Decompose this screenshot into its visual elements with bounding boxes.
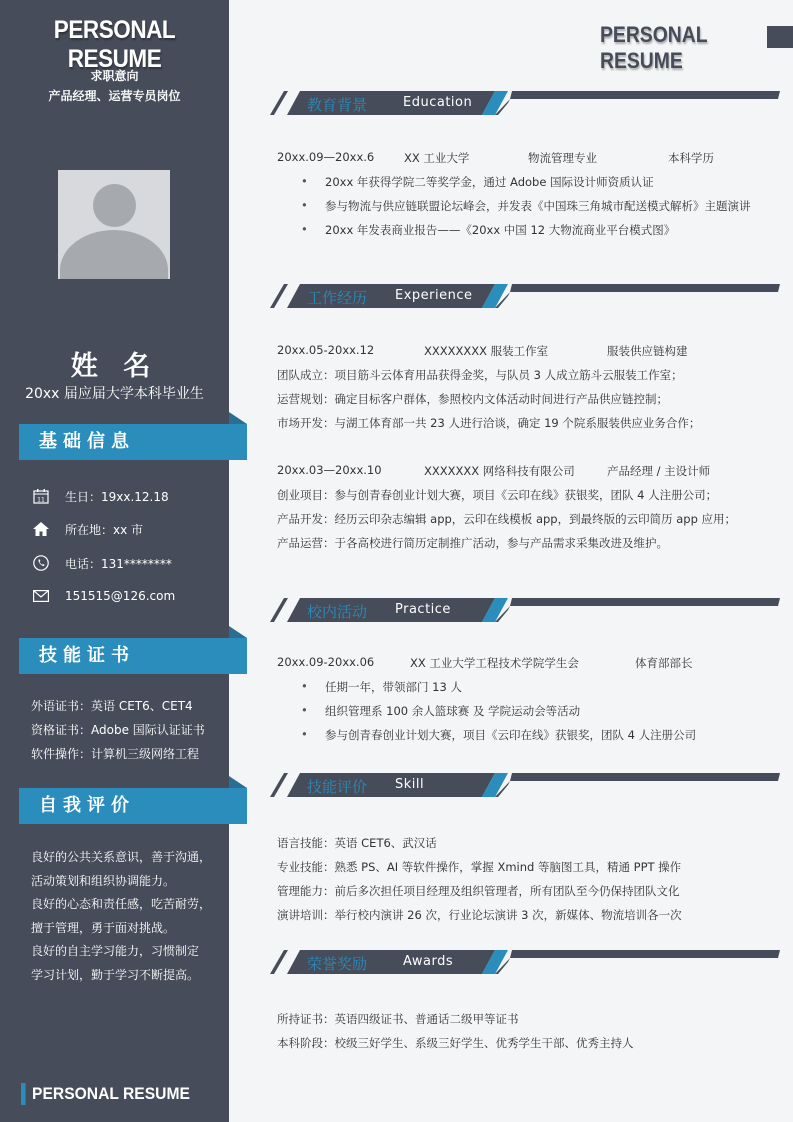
self-eval-line: 活动策划和组织协调能力。 — [31, 873, 176, 888]
job2-detail: 创业项目：参与创青春创业计划大赛，项目《云印在线》获银奖，团队 4 人注册公司； — [277, 488, 718, 502]
education-title-en: Education — [403, 95, 473, 110]
job2-date: 20xx.03—20xx.10 — [277, 463, 382, 477]
skill-title-cn: 技能评价 — [307, 778, 368, 796]
practice-role: 体育部部长 — [635, 656, 693, 670]
practice-org: XX 工业大学工程技术学院学生会 — [410, 656, 579, 670]
job1-detail: 团队成立：项目筋斗云体育用品获得金奖，与队员 3 人成立筋斗云服装工作室； — [277, 368, 683, 382]
practice-title-en: Practice — [395, 602, 451, 617]
job2-detail: 产品运营：于各高校进行简历定制推广活动，参与产品需求采集改进及维护。 — [277, 536, 668, 550]
birthday-row — [33, 486, 169, 506]
location-row — [33, 519, 143, 539]
skills-cert-list — [31, 694, 205, 766]
self-eval-line: 良好的自主学习能力，习惯制定 — [31, 944, 200, 958]
skills-cert-item: 软件操作：计算机三级网络工程 — [31, 747, 200, 761]
skill-line: 管理能力：前后多次担任项目经理及组织管理者，所有团队至今仍保持团队文化 — [277, 884, 680, 898]
job2-role: 产品经理 / 主设计师 — [607, 464, 711, 478]
skill-heading — [270, 773, 780, 799]
experience-heading — [270, 284, 780, 310]
education-major: 物流管理专业 — [528, 151, 597, 165]
avatar-head — [93, 184, 136, 227]
practice-bullet: • 任期一年，带领部门 13 人 — [325, 679, 462, 695]
awards-line: 所持证书：英语四级证书、普通话二级甲等证书 — [277, 1012, 519, 1026]
experience-title-cn: 工作经历 — [307, 289, 368, 307]
education-date: 20xx.09—20xx.6 — [277, 150, 375, 164]
job1-date: 20xx.05-20xx.12 — [277, 343, 375, 357]
skill-line: 专业技能：熟悉 PS、AI 等软件操作，掌握 Xmind 等脑图工具，精通 PPT 操作 — [277, 860, 682, 874]
avatar-body — [60, 230, 168, 279]
email-row — [33, 586, 175, 606]
self-eval-line: 擅于管理，勇于面对挑战。 — [31, 920, 176, 935]
phone-row — [33, 553, 172, 573]
candidate-name: 姓 名 — [70, 351, 159, 382]
skill-title-en: Skill — [395, 777, 425, 792]
education-bullet: • 20xx 年获得学院二等奖学金，通过 Adobe 国际设计师资质认证 — [325, 174, 654, 190]
svg-text:11: 11 — [37, 496, 45, 503]
awards-title-en: Awards — [403, 954, 454, 969]
skills-cert-heading: 技能证书 — [19, 638, 247, 674]
education-school: XX 工业大学 — [404, 151, 470, 165]
job1-detail: 市场开发：与湖工体育部一共 23 人进行洽谈，确定 19 个院系服装供应业务合作； — [277, 416, 701, 430]
skill-line: 演讲培训：举行校内演讲 26 次，行业论坛演讲 3 次，新媒体、物流培训各一次 — [277, 908, 682, 922]
mail-icon — [33, 588, 49, 604]
awards-line: 本科阶段：校级三好学生、系级三好学生、优秀学生干部、优秀主持人 — [277, 1036, 634, 1050]
calendar-icon — [33, 488, 49, 504]
sidebar — [0, 0, 229, 1122]
education-bullet: • 参与物流与供应链联盟论坛峰会，并发表《中国珠三角城市配送模式解析》主题演讲 — [325, 198, 751, 214]
job1-detail: 运营规划：确定目标客户群体，参照校内文体活动时间进行产品供应链控制； — [277, 392, 668, 406]
practice-bullet: • 组织管理系 100 余人篮球赛 及 学院运动会等活动 — [325, 703, 580, 719]
home-icon — [33, 521, 49, 537]
title-accent-bar — [767, 26, 793, 48]
education-title-cn: 教育背景 — [307, 96, 368, 114]
phone-icon — [33, 555, 49, 571]
phone-text: 电话：131******** — [65, 556, 172, 571]
job1-role: 服装供应链构建 — [607, 344, 688, 358]
avatar — [58, 170, 170, 279]
practice-title-cn: 校内活动 — [307, 603, 368, 621]
location-text: 所在地：xx 市 — [65, 522, 144, 537]
self-eval-text — [31, 846, 211, 987]
awards-heading — [270, 950, 780, 976]
candidate-subtitle: 20xx 届应届大学本科毕业生 — [25, 386, 204, 402]
self-eval-line: 良好的心态和责任感，吃苦耐劳， — [31, 897, 212, 911]
practice-heading — [270, 598, 780, 624]
main-title: PERSONAL RESUME — [600, 22, 708, 73]
job-intent — [0, 66, 229, 106]
email-text: 151515@126.com — [65, 589, 176, 603]
education-bullet: • 20xx 年发表商业报告——《20xx 中国 12 大物流商业平台模式图》 — [325, 222, 675, 238]
education-degree: 本科学历 — [668, 151, 714, 165]
job2-detail: 产品开发：经历云印杂志编辑 app，云印在线模板 app，到最终版的云印简历 app 应用； — [277, 512, 737, 526]
job2-company: XXXXXXX 网络科技有限公司 — [424, 464, 575, 478]
skills-cert-item: 外语证书：英语 CET6、CET4 — [31, 699, 193, 713]
sidebar-title: PERSONAL RESUME — [53, 16, 176, 73]
skills-cert-item: 资格证书：Adobe 国际认证证书 — [31, 723, 205, 737]
sidebar-footer: PERSONAL RESUME — [21, 1083, 190, 1105]
awards-title-cn: 荣誉奖励 — [307, 955, 368, 973]
experience-title-en: Experience — [395, 288, 473, 303]
practice-date: 20xx.09-20xx.06 — [277, 655, 375, 669]
job-intent-value: 产品经理、运营专员岗位 — [48, 89, 181, 103]
practice-bullet: • 参与创青春创业计划大赛，项目《云印在线》获银奖，团队 4 人注册公司 — [325, 727, 696, 743]
self-eval-line: 良好的公共关系意识，善于沟通， — [31, 850, 212, 864]
job1-company: XXXXXXXX 服装工作室 — [424, 344, 549, 358]
job-intent-label: 求职意向 — [90, 69, 139, 83]
birthday-text: 生日：19xx.12.18 — [65, 489, 169, 504]
self-eval-line: 学习计划，勤于学习不断提高。 — [31, 967, 200, 982]
skill-line: 语言技能：英语 CET6、武汉话 — [277, 836, 437, 850]
education-heading — [270, 91, 780, 117]
self-eval-heading: 自我评价 — [19, 788, 247, 824]
basic-info-heading: 基础信息 — [19, 424, 247, 460]
